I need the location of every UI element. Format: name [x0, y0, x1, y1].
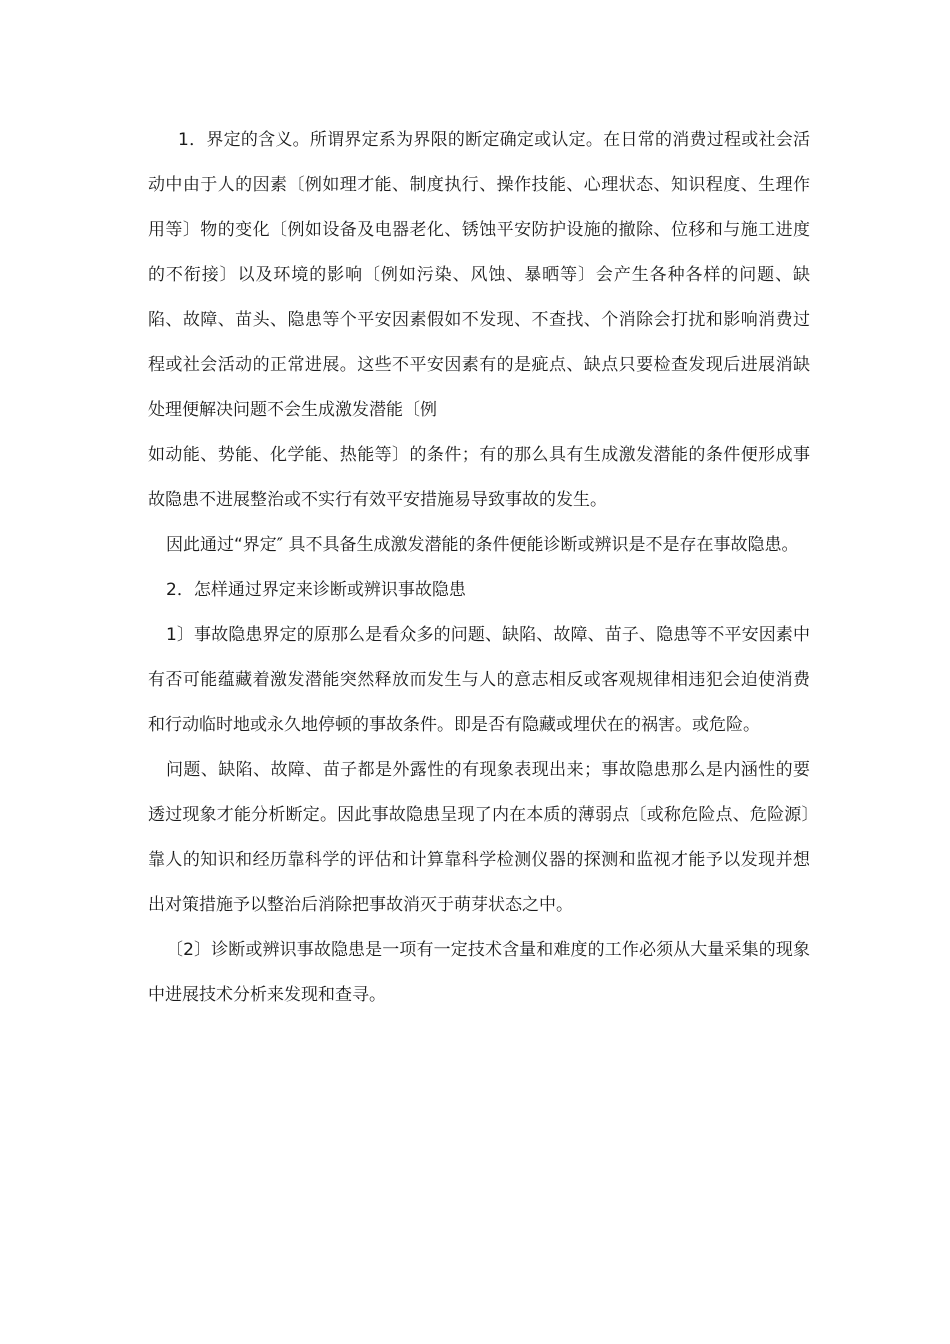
paragraph-identification-principle: 1〕事故隐患界定的原那么是看众多的问题、缺陷、故障、苗子、隐患等不平安因素中有否可能蕴藏着激发潜能突然释放而发生与人的意志相反或客观规律相违犯会迫使消费和行动临时地或永久地停顿的事故条件。即是否有隐藏或埋伏在的祸害。或危险。	[148, 625, 810, 735]
paragraph-definition-conclusion: 因此通过“界定″ 具不具备生成激发潜能的条件便能诊断或辨识是不是存在事故隐患。	[166, 535, 799, 555]
paragraph-definition-meaning: 1．界定的含义。所谓界定系为界限的断定确定或认定。在日常的消费过程或社会活动中由于人的因素〔例如理才能、制度执行、操作技能、心理状态、知识程度、生理作用等〕物的变化〔例如设备及电器老化、锈蚀平安防护设施的撤除、位移和与施工进度的不衔接〕以及环境的影响〔例如污染、风蚀、暴晒等〕会产生各种各样的问题、缺陷、故障、苗头、隐患等个平安因素假如不发现、不查找、个消除会打扰和影响消费过程或社会活动的正常进展。这些不平安因素有的是疵点、缺点只要检查发现后进展消缺处理便解决问题不会生成激发潜能〔例	[148, 130, 810, 420]
section-heading-how-to-identify: 2．怎样通过界定来诊断或辨识事故隐患	[166, 580, 466, 600]
paragraph-hidden-danger-nature: 问题、缺陷、故障、苗子都是外露性的有现象表现出来；事故隐患那么是内涵性的要透过现象才能分析断定。因此事故隐患呈现了内在本质的薄弱点〔或称危险点、危险源〕靠人的知识和经历靠科学的评估和计算靠科学检测仪器的探测和监视才能予以发现并想出对策措施予以整治后消除把事故消灭于萌芽状态之中。	[148, 760, 810, 915]
document-body	[148, 118, 810, 1018]
paragraph-diagnosis-difficulty: 〔2〕诊断或辨识事故隐患是一项有一定技术含量和难度的工作必须从大量采集的现象中进展技术分析来发现和查寻。	[148, 940, 810, 1005]
paragraph-definition-continued: 如动能、势能、化学能、热能等〕的条件；有的那么具有生成激发潜能的条件便形成事故隐患不进展整治或不实行有效平安措施易导致事故的发生。	[148, 445, 810, 510]
